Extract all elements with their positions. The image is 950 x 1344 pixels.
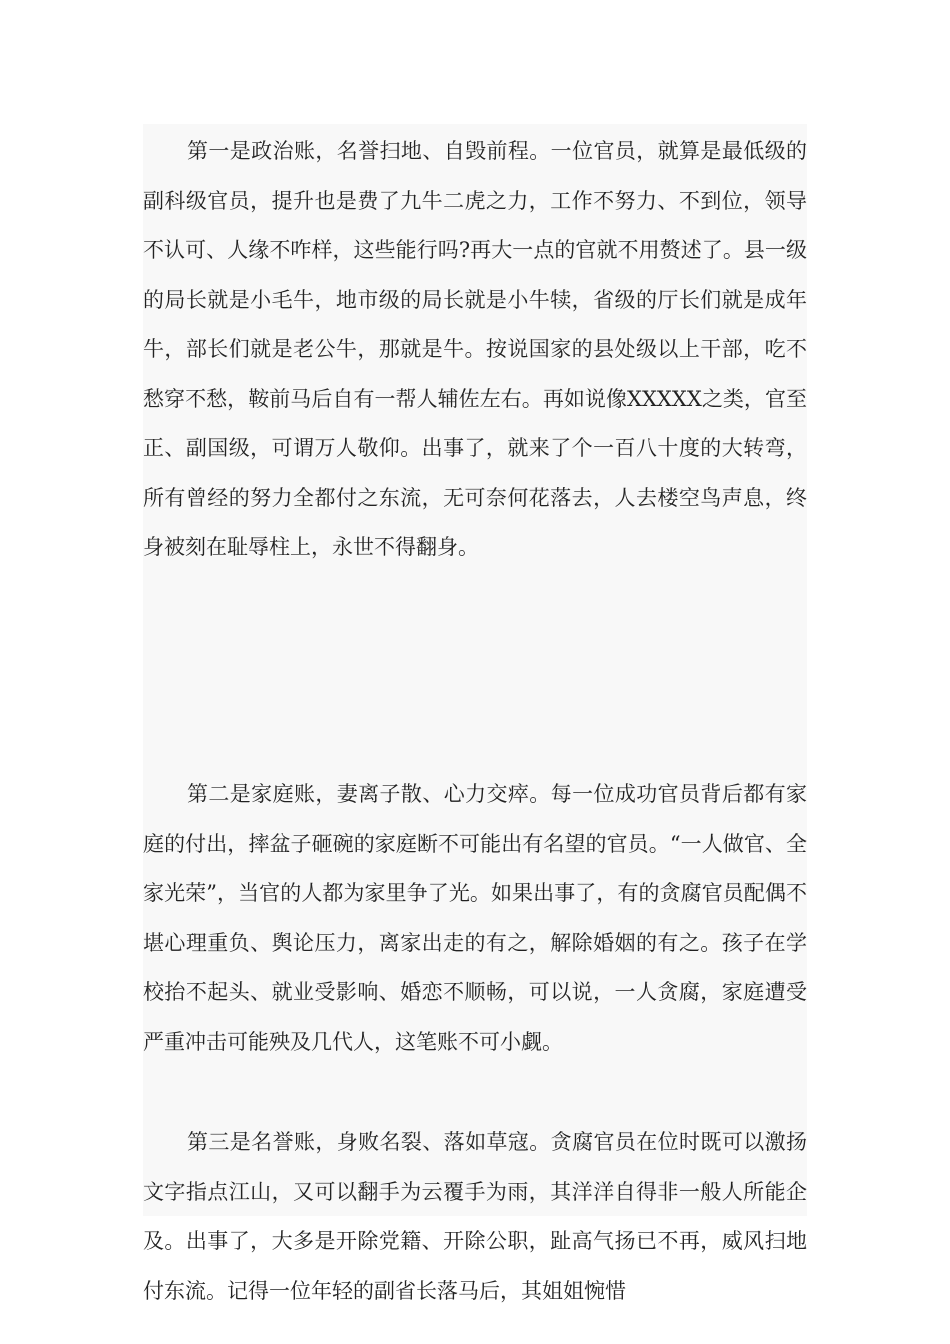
paragraph-reputation-account: 第三是名誉账，身败名裂、落如草寇。贪腐官员在位时既可以激扬文字指点江山，又可以翻手为云覆手为雨，其洋洋自得非一般人所能企及。出事了，大多是开除党籍、开除公职，趾高气扬已不再，威风扫地付东流。记得一位年轻的副省长落马后，其姐姐惋惜	[143, 1130, 807, 1303]
paragraph-family-account: 第二是家庭账，妻离子散、心力交瘁。每一位成功官员背后都有家庭的付出，摔盆子砸碗的家庭断不可能出有名望的官员。“一人做官、全家光荣”，当官的人都为家里争了光。如果出事了，有的贪腐官员配偶不堪心理重负、舆论压力，离家出走的有之，解除婚姻的有之。孩子在学校抬不起头、就业受影响、婚恋不顺畅，可以说，一人贪腐，家庭遭受严重冲击可能殃及几代人，这笔账不可小觑。	[143, 782, 807, 1054]
text-clip	[143, 124, 807, 1303]
paragraph-political-account: 第一是政治账，名誉扫地、自毁前程。一位官员，就算是最低级的副科级官员，提升也是费了九牛二虎之力，工作不努力、不到位，领导不认可、人缘不咋样，这些能行吗?再大一点的官就不用赘述了。县一级的局长就是小毛牛，地市级的局长就是小牛犊，省级的厅长们就是成年牛，部长们就是老公牛，那就是牛。按说国家的县处级以上干部，吃不愁穿不愁，鞍前马后自有一帮人辅佐左右。再如说像XXXXX之类，官至正、副国级，可谓万人敬仰。出事了，就来了个一百八十度的大转弯，所有曾经的努力全都付之东流，无可奈何花落去，人去楼空鸟声息，终身被刻在耻辱柱上，永世不得翻身。	[143, 139, 807, 559]
text-block	[143, 124, 807, 1303]
